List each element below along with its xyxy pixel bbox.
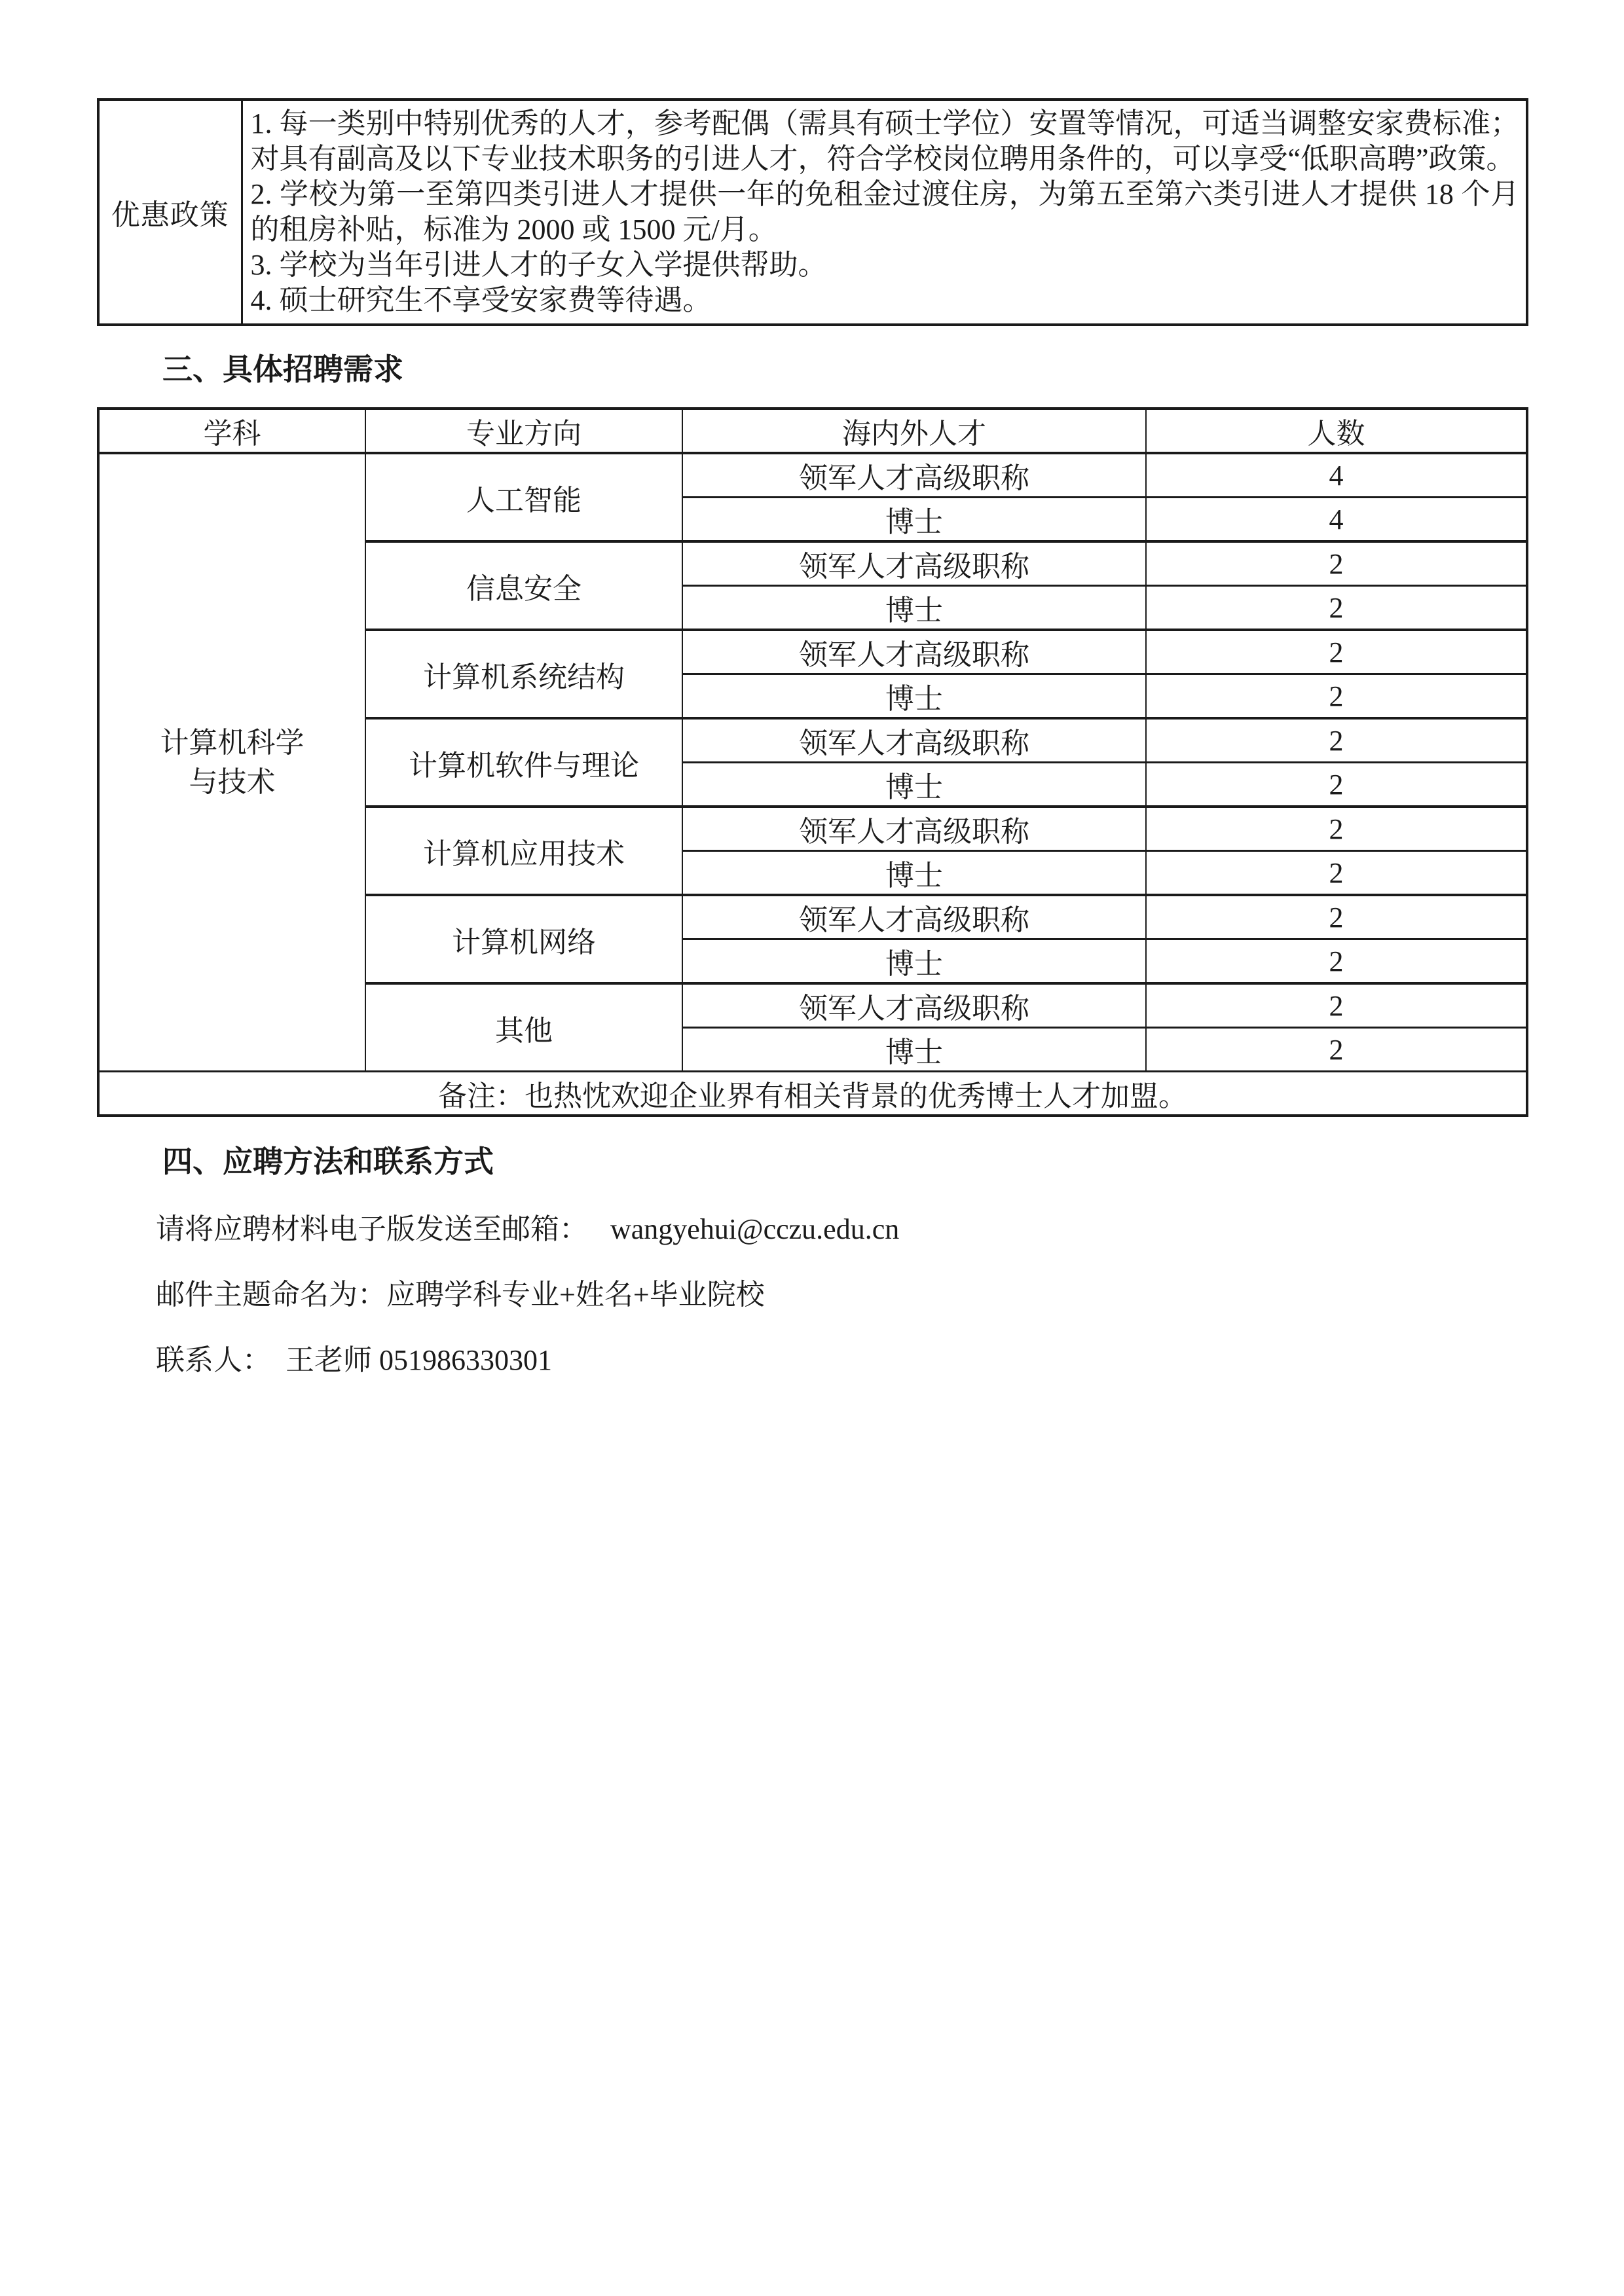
discipline-line-2: 与技术	[189, 765, 276, 798]
count-cell: 2	[1146, 1028, 1527, 1072]
discipline-line-1: 计算机科学	[160, 726, 304, 759]
email-label: 请将应聘材料电子版发送至邮箱：	[156, 1213, 588, 1245]
talent-cell: 领军人才高级职称	[682, 983, 1146, 1028]
contact-label: 联系人：	[156, 1344, 271, 1376]
header-count: 人数	[1146, 409, 1527, 453]
subject-line: 邮件主题命名为：应聘学科专业+姓名+毕业院校	[156, 1279, 765, 1311]
header-talent: 海内外人才	[682, 409, 1146, 453]
table-header-row	[98, 409, 1527, 453]
talent-cell: 领军人才高级职称	[682, 630, 1146, 674]
policy-body-cell	[242, 100, 1527, 325]
count-cell: 2	[1146, 807, 1527, 851]
count-cell: 2	[1146, 763, 1527, 807]
recruitment-table	[97, 407, 1528, 1117]
contact-person-line	[156, 1342, 1528, 1379]
table-row	[98, 100, 1527, 325]
count-cell: 4	[1146, 498, 1527, 542]
direction-cell: 人工智能	[365, 453, 682, 541]
talent-cell: 领军人才高级职称	[682, 807, 1146, 851]
policy-row-label: 优惠政策	[98, 100, 242, 325]
policy-table	[97, 98, 1528, 326]
email-address: wangyehui@cczu.edu.cn	[610, 1213, 900, 1245]
talent-cell: 博士	[682, 674, 1146, 719]
count-cell: 2	[1146, 718, 1527, 763]
section-4-title: 四、应聘方法和联系方式	[162, 1145, 494, 1178]
email-line	[156, 1211, 1528, 1248]
direction-cell: 计算机应用技术	[365, 807, 682, 895]
direction-cell: 计算机网络	[365, 895, 682, 983]
talent-cell: 博士	[682, 586, 1146, 630]
note-cell: 备注：也热忱欢迎企业界有相关背景的优秀博士人才加盟。	[98, 1072, 1527, 1116]
count-cell: 2	[1146, 939, 1527, 984]
table-note-row	[98, 1072, 1527, 1116]
direction-cell: 其他	[365, 983, 682, 1072]
header-discipline: 学科	[98, 409, 365, 453]
count-cell: 2	[1146, 586, 1527, 630]
talent-cell: 博士	[682, 1028, 1146, 1072]
count-cell: 2	[1146, 541, 1527, 586]
talent-cell: 领军人才高级职称	[682, 541, 1146, 586]
talent-cell: 博士	[682, 851, 1146, 896]
count-cell: 2	[1146, 674, 1527, 719]
talent-cell: 博士	[682, 939, 1146, 984]
contact-value: 王老师 051986330301	[286, 1344, 552, 1376]
talent-cell: 博士	[682, 498, 1146, 542]
header-direction: 专业方向	[365, 409, 682, 453]
count-cell: 2	[1146, 851, 1527, 896]
talent-cell: 领军人才高级职称	[682, 718, 1146, 763]
count-cell: 2	[1146, 983, 1527, 1028]
discipline-cell	[98, 453, 365, 1072]
table-row	[98, 453, 1527, 498]
talent-cell: 领军人才高级职称	[682, 453, 1146, 498]
document-content	[97, 98, 1528, 1379]
count-cell: 4	[1146, 453, 1527, 498]
policy-item-2: 2. 学校为第一至第四类引进人才提供一年的免租金过渡住房，为第五至第六类引进人才提供 18 个月的租房补贴，标准为 2000 或 1500 元/月。	[250, 178, 1519, 246]
policy-item-4: 4. 硕士研究生不享受安家费等待遇。	[250, 284, 712, 316]
section-3-title: 三、具体招聘需求	[162, 353, 403, 386]
direction-cell: 信息安全	[365, 541, 682, 630]
direction-cell: 计算机系统结构	[365, 630, 682, 718]
policy-item-1: 1. 每一类别中特别优秀的人才，参考配偶（需具有硕士学位）安置等情况，可适当调整安家费标准；对具有副高及以下专业技术职务的引进人才，符合学校岗位聘用条件的，可以享受“低职高聘”政策。	[250, 107, 1519, 175]
count-cell: 2	[1146, 630, 1527, 674]
talent-cell: 领军人才高级职称	[682, 895, 1146, 939]
talent-cell: 博士	[682, 763, 1146, 807]
direction-cell: 计算机软件与理论	[365, 718, 682, 807]
count-cell: 2	[1146, 895, 1527, 939]
policy-item-3: 3. 学校为当年引进人才的子女入学提供帮助。	[250, 249, 827, 281]
